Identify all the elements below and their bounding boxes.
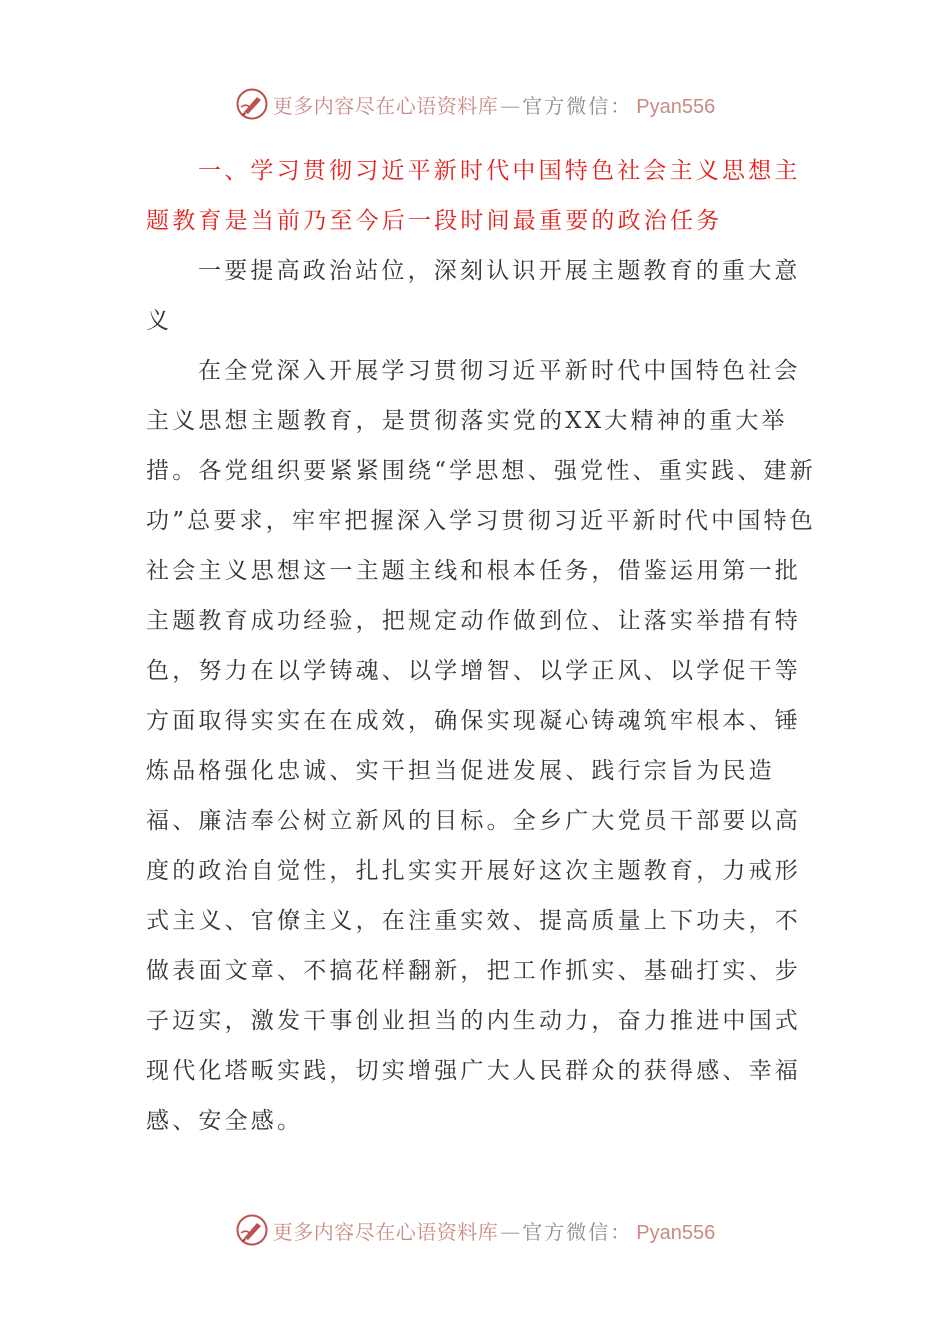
banner-text (273, 1216, 715, 1245)
banner-text (273, 90, 715, 119)
banner-wechat-label: 官方微信： (522, 1219, 633, 1244)
banner-dash: — (500, 1219, 521, 1244)
banner-wechat-id: Pyan556 (636, 95, 716, 118)
pen-nib-logo-icon (235, 1213, 269, 1247)
section-heading: 一、学习贯彻习近平新时代中国特色社会主义思想主题教育是当前乃至今后一段时间最重要的政治任务 (146, 158, 801, 234)
banner-wechat-label: 官方微信： (522, 93, 633, 118)
footer-banner (0, 1210, 950, 1250)
sub-heading: 一要提高政治站位，深刻认识开展主题教育的重大意义 (146, 258, 801, 334)
pen-nib-logo-icon (235, 87, 269, 121)
banner-wechat-id: Pyan556 (636, 1221, 716, 1244)
banner-lead-text: 更多内容尽在心语资料库 (272, 1219, 499, 1244)
body-paragraph: 在全党深入开展学习贯彻习近平新时代中国特色社会主义思想主题教育，是贯彻落实党的XX大精神的重大举措。各党组织要紧紧围绕“学思想、强党性、重实践、建新功”总要求，牢牢把握深入学习贯彻习近平新时代中国特色社会主义思想这一主题主线和根本任务，借鉴运用第一批主题教育成功经验，把规定动作做到位、让落实举措有特色，努力在以学铸魂、以学增智、以学正风、以学促干等方面取得实实在在成效，确保实现凝心铸魂筑牢根本、锤炼品格强化忠诚、实干担当促进发展、践行宗旨为民造福、廉洁奉公树立新风的目标。全乡广大党员干部要以高度的政治自觉性，扎扎实实开展好这次主题教育，力戒形式主义、官僚主义，在注重实效、提高质量上下功夫，不做表面文章、不搞花样翻新，把工作抓实、基础打实、步子迈实，激发干事创业担当的内生动力，奋力推进中国式现代化塔畈实践，切实增强广大人民群众的获得感、幸福感、安全感。 (146, 358, 816, 1134)
header-banner (0, 84, 950, 124)
document-body (146, 146, 818, 1146)
banner-lead-text: 更多内容尽在心语资料库 (272, 93, 499, 118)
banner-dash: — (500, 93, 521, 118)
